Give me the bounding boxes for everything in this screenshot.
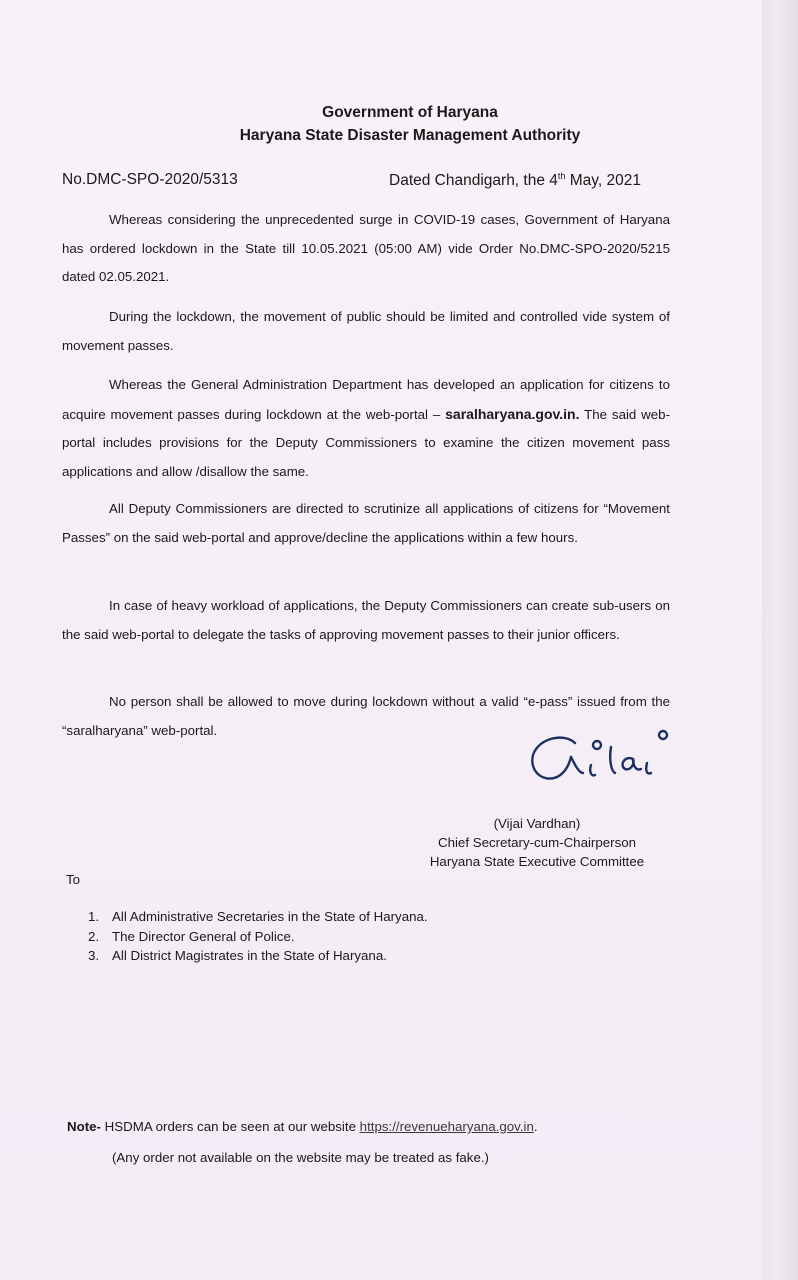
- recipient-item: 1. All Administrative Secretaries in the State of Haryana.: [88, 909, 428, 924]
- paragraph-1: Whereas considering the unprecedented surge in COVID-19 cases, Government of Haryana has ordered lockdown in the State till 10.05.2021 (05:00 AM) vide Order No.DMC-SPO-2020/5215 dated 02.05.2021.: [62, 212, 670, 284]
- website-link[interactable]: https://revenueharyana.gov.in: [359, 1119, 534, 1134]
- paragraph-3: Whereas the General Administration Department has developed an application for citizens to acquire movement passes during lockdown at the web-portal – saralharyana.gov.in. The said web-portal includes provisions for the Deputy Commissioners to examine the citizen movement pass applications and allow /disallow the same.: [62, 377, 671, 479]
- header-authority: Haryana State Disaster Management Authority: [239, 127, 581, 144]
- order-number: No.DMC-SPO-2020/5313: [62, 171, 238, 188]
- portal-name: saralharyana.gov.in.: [445, 405, 580, 422]
- signatory-name: (Vijai Vardhan): [493, 816, 581, 831]
- note-label: Note-: [67, 1119, 101, 1134]
- recipient-item: 2. The Director General of Police.: [88, 929, 295, 944]
- header-government: Government of Haryana: [322, 104, 498, 121]
- paragraph-5: In case of heavy workload of applications, the Deputy Commissioners can create sub-users on the said web-portal to delegate the tasks of approving movement passes to their junior officers.: [62, 598, 670, 642]
- paragraph-4: All Deputy Commissioners are directed to scrutinize all applications of citizens for “Movement Passes” on the said web-portal and approve/decline the applications within a few hours.: [62, 501, 670, 545]
- paragraph-2: During the lockdown, the movement of public should be limited and controlled vide system of movement passes.: [62, 309, 670, 353]
- recipient-item: 3. All District Magistrates in the State of Haryana.: [88, 948, 387, 963]
- note-line: Note- HSDMA orders can be seen at our website https://revenueharyana.gov.in.: [67, 1119, 538, 1134]
- order-date: Dated Chandigarh, the 4th May, 2021: [389, 171, 641, 190]
- paragraph-6: No person shall be allowed to move during lockdown without a valid “e-pass” issued from the “saralharyana” web-portal.: [62, 694, 670, 738]
- signatory-designation: Chief Secretary-cum-Chairperson: [437, 835, 637, 850]
- handwritten-signature: [525, 725, 675, 795]
- signatory-committee: Haryana State Executive Committee: [429, 854, 645, 869]
- page-edge: [762, 0, 798, 1280]
- to-label: To: [66, 872, 81, 887]
- note-disclaimer: (Any order not available on the website may be treated as fake.): [112, 1150, 489, 1165]
